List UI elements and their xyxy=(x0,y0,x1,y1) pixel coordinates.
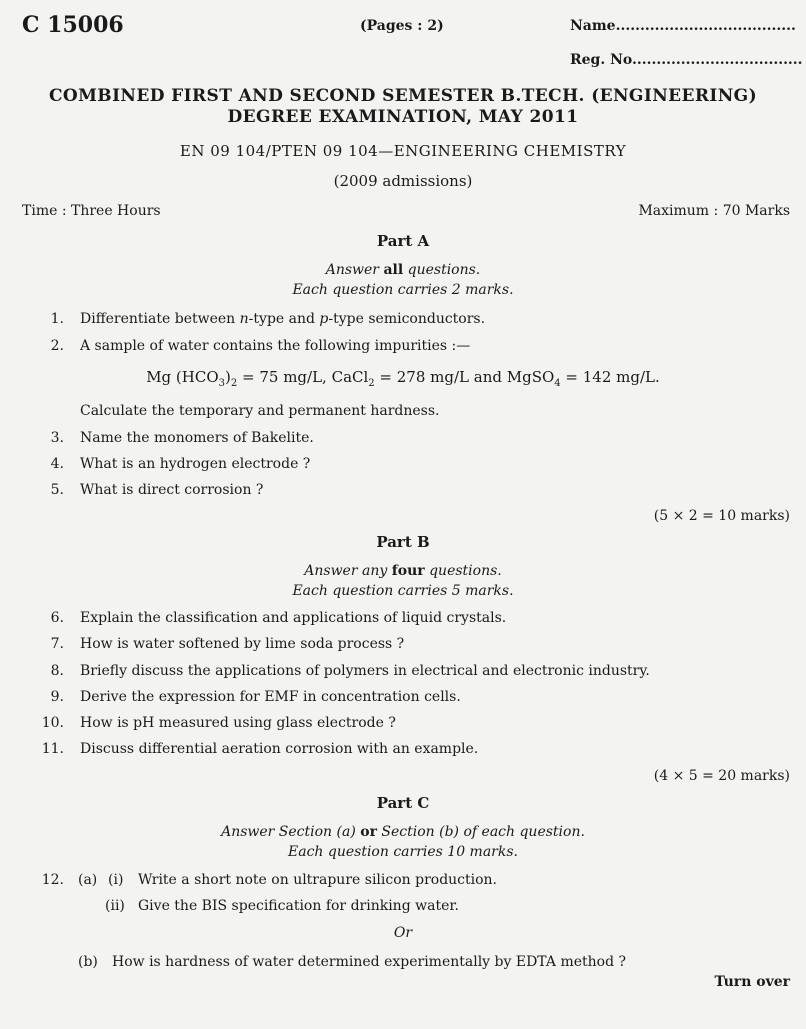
question-12b: (b) How is hardness of water determined experimentally by EDTA method ? xyxy=(78,954,626,970)
part-b-marks: (4 × 5 = 20 marks) xyxy=(653,768,790,784)
question-2: 2. A sample of water contains the following impurities :— xyxy=(50,338,471,354)
question-4: 4. What is an hydrogen electrode ? xyxy=(50,456,311,472)
question-12a-i: 12. (a) (i) Write a short note on ultrapure silicon production. xyxy=(41,872,498,888)
or-separator: Or xyxy=(393,925,413,941)
part-c-instruction-2: Each question carries 10 marks. xyxy=(288,844,518,860)
question-7: 7. How is water softened by lime soda process ? xyxy=(50,636,405,652)
subject-line: EN 09 104/PTEN 09 104—ENGINEERING CHEMISTRY xyxy=(179,142,627,160)
admissions-line: (2009 admissions) xyxy=(333,172,473,190)
question-12a-ii: (ii) Give the BIS specification for drinking water. xyxy=(105,898,459,914)
question-3: 3. Name the monomers of Bakelite. xyxy=(50,430,314,446)
exam-title-line1: COMBINED FIRST AND SECOND SEMESTER B.TECH. (ENGINEERING) xyxy=(48,86,758,106)
part-b-instruction-1: Answer any four questions. xyxy=(304,563,502,579)
question-5: 5. What is direct corrosion ? xyxy=(50,482,264,498)
question-1: 1. Differentiate between n-type and p-type semiconductors. xyxy=(50,311,486,327)
part-a-instruction-2: Each question carries 2 marks. xyxy=(292,282,514,298)
turn-over: Turn over xyxy=(714,974,790,990)
exam-title-line2: DEGREE EXAMINATION, MAY 2011 xyxy=(227,107,579,127)
maximum-marks: Maximum : 70 Marks xyxy=(638,203,790,219)
name-field: Name..................................... xyxy=(570,18,796,34)
question-6: 6. Explain the classification and applications of liquid crystals. xyxy=(50,610,507,626)
part-a-marks: (5 × 2 = 10 marks) xyxy=(653,508,790,524)
question-8: 8. Briefly discuss the applications of polymers in electrical and electronic industry. xyxy=(50,663,650,679)
question-11: 11. Discuss differential aeration corrosion with an example. xyxy=(41,741,479,757)
part-a-instruction-1: Answer all questions. xyxy=(325,262,481,278)
part-b-heading: Part B xyxy=(376,533,430,551)
paper-code: C 15006 xyxy=(22,12,124,38)
page-count: (Pages : 2) xyxy=(360,18,444,34)
impurity-formula: Mg $(HCO_3)_2 = 75$ mg/L, CaCl$_2$ = 278 mg/L and MgSO$_4$ = 142 mg/L. xyxy=(146,368,660,389)
question-9: 9. Derive the expression for EMF in concentration cells. xyxy=(50,689,461,705)
part-c-instruction-1: Answer Section (a) or Section (b) of each question. xyxy=(221,824,585,840)
part-b-instruction-2: Each question carries 5 marks. xyxy=(292,583,514,599)
time-allowed: Time : Three Hours xyxy=(22,203,161,219)
question-10: 10. How is pH measured using glass electrode ? xyxy=(41,715,396,731)
part-c-heading: Part C xyxy=(376,794,430,812)
reg-no-field: Reg. No................................... xyxy=(570,52,803,68)
part-a-heading: Part A xyxy=(376,232,430,250)
question-2-calc: Calculate the temporary and permanent hardness. xyxy=(80,403,440,419)
